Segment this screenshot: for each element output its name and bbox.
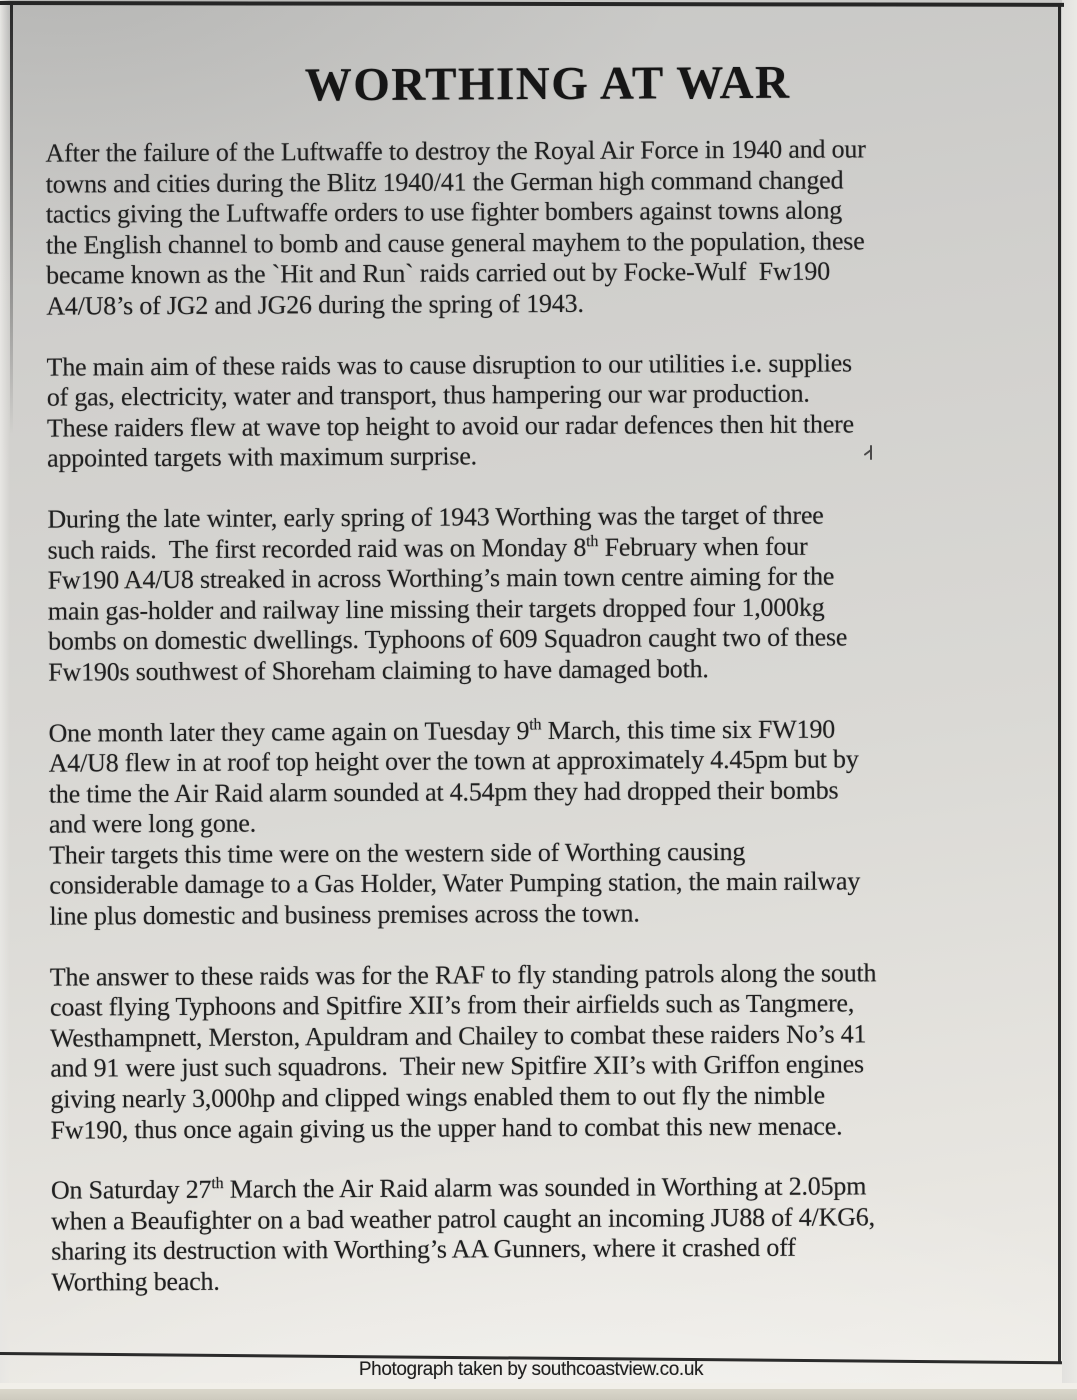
text-line: A4/U8’s of JG2 and JG26 during the spring of 1943. xyxy=(46,288,584,321)
paragraph-1 xyxy=(45,133,1051,322)
text-line: the English channel to bomb and cause general mayhem to the population, these xyxy=(45,226,865,260)
text-line: and were long gone. xyxy=(48,808,257,839)
text-line: such raids. The first recorded raid was on Monday 8th February when four xyxy=(47,531,808,565)
text-line: Worthing beach. xyxy=(51,1266,220,1297)
text-line: After the failure of the Luftwaffe to destroy the Royal Air Force in 1940 and our xyxy=(45,134,866,168)
text-line: These raiders flew at wave top height to avoid our radar defences then hit there xyxy=(46,409,854,443)
text-line: The main aim of these raids was to cause disruption to our utilities i.e. supplies xyxy=(46,347,853,382)
paragraph-4 xyxy=(48,713,1054,932)
text-line: tactics giving the Luftwaffe orders to use fighter bombers against towns along xyxy=(45,195,843,229)
paragraph-5 xyxy=(50,957,1056,1146)
page-title: WORTHING AT WAR xyxy=(304,56,791,112)
text-line: One month later they came again on Tuesday 9th March, this time six FW190 xyxy=(48,714,836,748)
text-line: sharing its destruction with Worthing’s AA Gunners, where it crashed off xyxy=(51,1233,796,1267)
text-line: when a Beaufighter on a bad weather patrol caught an incoming JU88 of 4/KG6, xyxy=(51,1202,875,1236)
text-line: considerable damage to a Gas Holder, Water Pumping station, the main railway xyxy=(49,866,861,901)
text-line: line plus domestic and business premises across the town. xyxy=(49,898,640,931)
paragraph-2 xyxy=(47,347,1053,475)
text-line: Fw190s southwest of Shoreham claiming to have damaged both. xyxy=(48,654,709,687)
left-border-line xyxy=(10,4,13,434)
stray-pen-mark xyxy=(862,444,876,462)
text-line: On Saturday 27th March the Air Raid alarm was sounded in Worthing at 2.05pm xyxy=(50,1171,867,1205)
desk-strip xyxy=(0,1389,1077,1400)
text-line: Their targets this time were on the western side of Worthing causing xyxy=(49,836,746,870)
text-line: Westhampnett, Merston, Apuldram and Chailey to combat these raiders No’s 41 xyxy=(50,1019,867,1053)
text-line: bombs on domestic dwellings. Typhoons of 609 Squadron caught two of these xyxy=(47,622,848,656)
document-content xyxy=(45,55,1056,1298)
text-line: main gas-holder and railway line missing their targets dropped four 1,000kg xyxy=(47,592,825,626)
text-line: appointed targets with maximum surprise. xyxy=(47,441,478,473)
text-line: coast flying Typhoons and Spitfire XII’s from their airfields such as Tangmere, xyxy=(49,988,855,1022)
text-line: Fw190 A4/U8 streaked in across Worthing’s main town centre aiming for the xyxy=(47,561,835,595)
text-line: The answer to these raids was for the RAF to fly standing patrols along the south xyxy=(49,957,877,992)
page-left-edge xyxy=(0,0,10,1400)
text-line: of gas, electricity, water and transport, thus hampering our war production. xyxy=(46,378,810,412)
text-line: towns and cities during the Blitz 1940/41 the German high command changed xyxy=(45,165,844,199)
paragraph-3 xyxy=(47,499,1053,688)
text-line: During the late winter, early spring of 1943 Worthing was the target of three xyxy=(47,500,824,534)
page-right-edge xyxy=(1062,0,1077,1400)
top-border-line xyxy=(0,1,1064,7)
right-border-line xyxy=(1058,4,1061,1364)
paragraph-6 xyxy=(51,1171,1057,1299)
text-line: giving nearly 3,000hp and clipped wings enabled them to out fly the nimble xyxy=(50,1080,825,1114)
text-line: Fw190, thus once again giving us the upper hand to combat this new menace. xyxy=(50,1111,843,1145)
text-line: the time the Air Raid alarm sounded at 4.54pm they had dropped their bombs xyxy=(48,775,839,809)
photographer-caption: Photograph taken by southcoastview.co.uk xyxy=(358,1359,704,1380)
text-line: and 91 were just such squadrons. Their new Spitfire XII’s with Griffon engines xyxy=(50,1049,864,1084)
text-line: A4/U8 flew in at roof top height over the town at approximately 4.45pm but by xyxy=(48,744,859,778)
body-text xyxy=(45,133,1056,1298)
text-line: became known as the `Hit and Run` raids carried out by Focke-Wulf Fw190 xyxy=(46,256,831,291)
